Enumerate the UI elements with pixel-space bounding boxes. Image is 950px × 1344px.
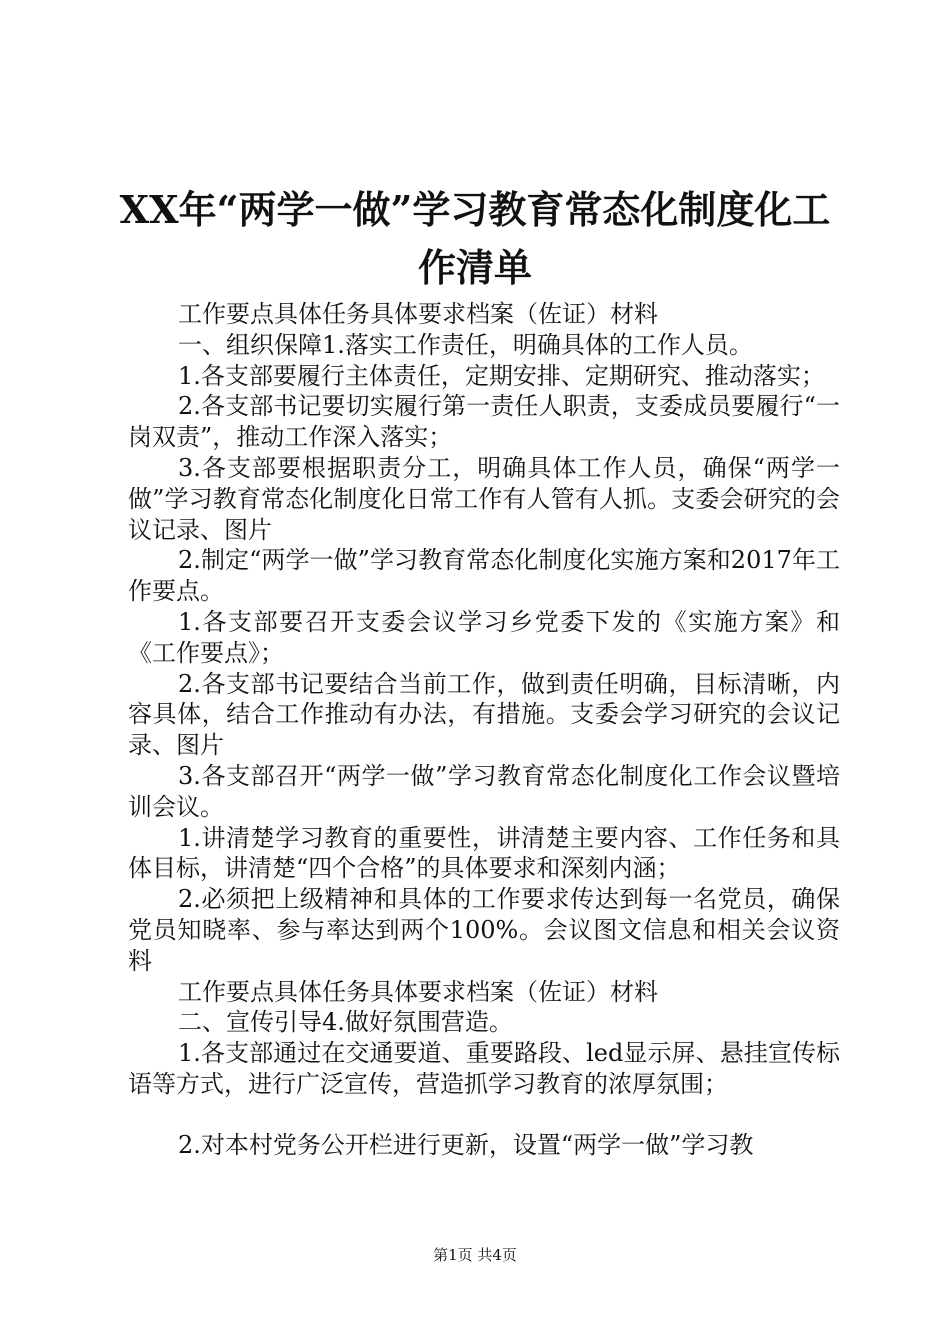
document-title-line-1: XX年“两学一做”学习教育常态化制度化工 (119, 187, 831, 232)
paragraph: 一、组织保障1.落实工作责任，明确具体的工作人员。 (178, 330, 753, 359)
page-footer: 第1页 共4页 (433, 1246, 517, 1264)
paragraph: 二、宣传引导4.做好氛围营造。 (178, 1008, 513, 1037)
paragraph: 1.各支部通过在交通要道、重要路段、led显示屏、悬挂宣传标语等方式，进行广泛宣传，营造抓学习教育的浓厚氛围； (128, 1039, 840, 1098)
paragraph: 3.各支部召开“两学一做”学习教育常态化制度化工作会议暨培训会议。 (128, 761, 840, 821)
paragraph: 1.各支部要履行主体责任，定期安排、定期研究、推动落实； (178, 361, 825, 390)
paragraph: 3.各支部要根据职责分工，明确具体工作人员，确保“两学一做”学习教育常态化制度化日常工作有人管有人抓。支委会研究的会议记录、图片 (128, 453, 840, 544)
paragraph: 2.对本村党务公开栏进行更新，设置“两学一做”学习教 (178, 1130, 754, 1159)
paragraph: 工作要点具体任务具体要求档案（佐证）材料 (178, 977, 658, 1006)
paragraph: 2.必须把上级精神和具体的工作要求传达到每一名党员，确保党员知晓率、参与率达到两个100%。会议图文信息和相关会议资料 (128, 885, 840, 975)
document-title-line-2: 作清单 (417, 245, 532, 290)
document-body (128, 299, 840, 1161)
paragraph: 1.讲清楚学习教育的重要性，讲清楚主要内容、工作任务和具体目标，讲清楚“四个合格”的具体要求和深刻内涵； (128, 823, 840, 883)
paragraph: 工作要点具体任务具体要求档案（佐证）材料 (178, 300, 658, 328)
paragraph: 2.各支部书记要切实履行第一责任人职责，支委成员要履行“一岗双责”，推动工作深入落实； (128, 392, 840, 452)
paragraph: 2.制定“两学一做”学习教育常态化制度化实施方案和2017年工作要点。 (128, 546, 840, 606)
paragraph: 1.各支部要召开支委会议学习乡党委下发的《实施方案》和《工作要点》； (128, 607, 840, 667)
paragraph: 2.各支部书记要结合当前工作，做到责任明确，目标清晰，内容具体，结合工作推动有办法，有措施。支委会学习研究的会议记录、图片 (128, 669, 840, 760)
